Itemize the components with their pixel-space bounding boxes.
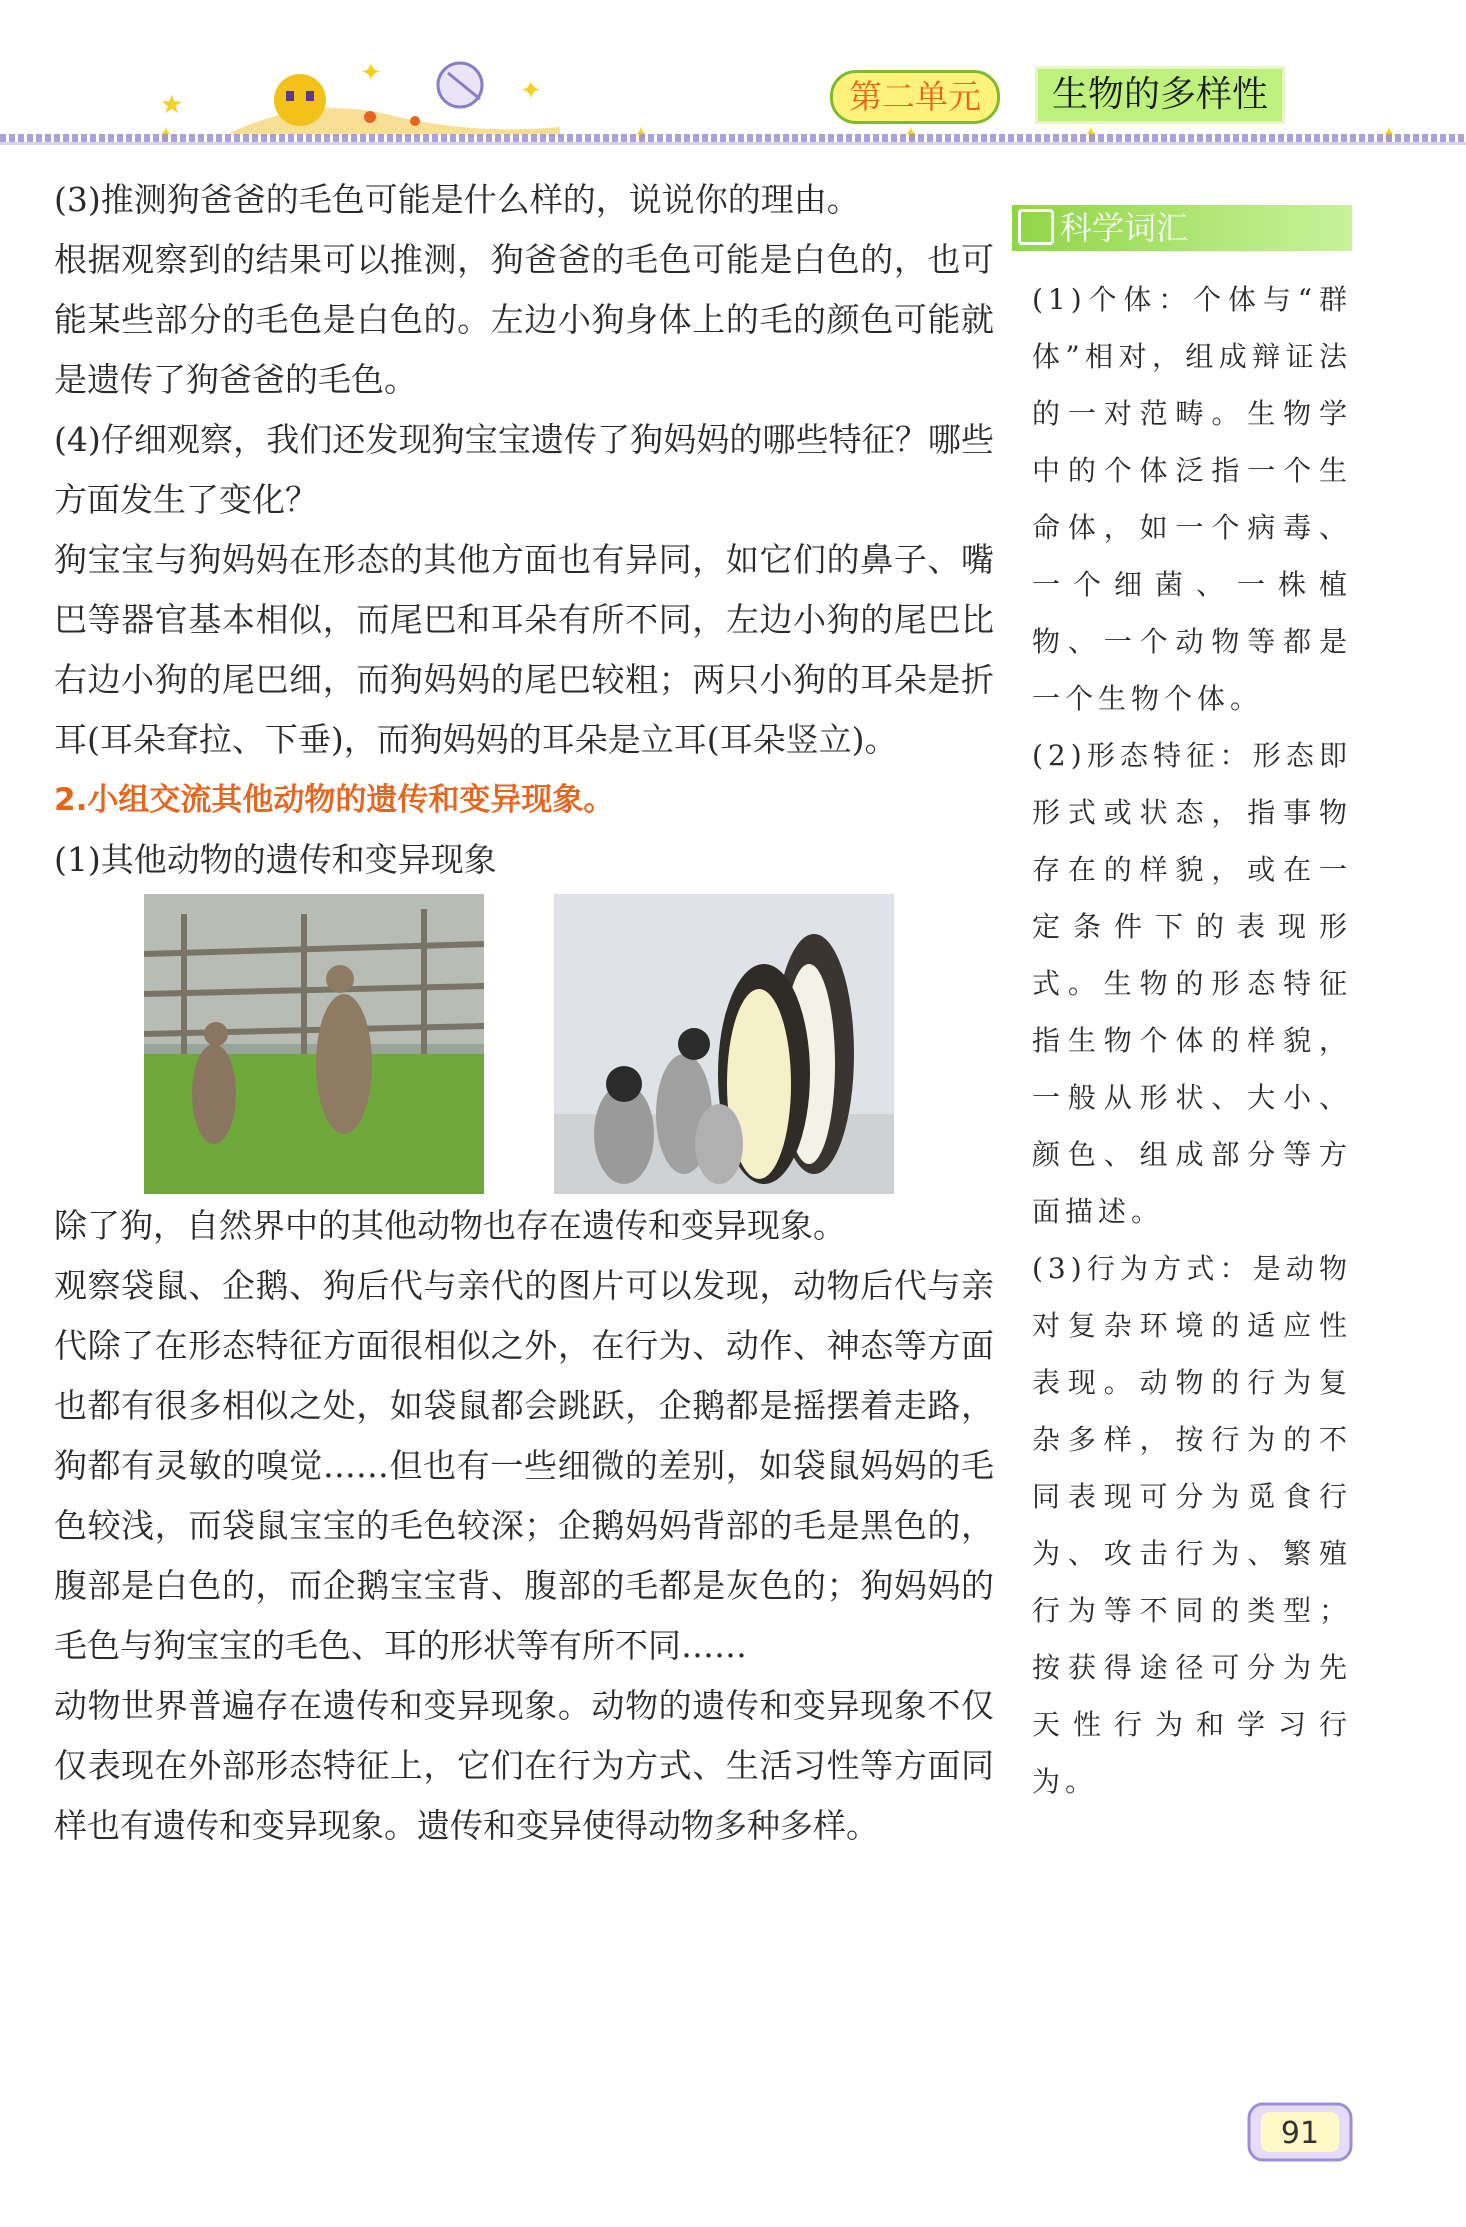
section-heading: 2.小组交流其他动物的遗传和变异现象。 <box>54 782 615 818</box>
chapter-title: 生物的多样性 <box>1035 66 1285 124</box>
star-icon: ✦ <box>520 76 542 106</box>
cartoon-decoration-icon <box>230 55 560 135</box>
vocabulary-sidebar <box>1012 205 1352 1810</box>
page-header <box>0 0 1466 150</box>
sidebar-body <box>1012 271 1352 1810</box>
question-4: (4)仔细观察，我们还发现狗宝宝遗传了狗妈妈的哪些特征？哪些方面发生了变化？ <box>54 420 994 519</box>
vocab-item: (3)行为方式：是动物对复杂环境的适应性表现。动物的行为复杂多样，按行为的不同表现可分为觅食行为、攻击行为、繁殖行为等不同的类型；按获得途径可分为先天性行为和学习行为。 <box>1032 1252 1352 1798</box>
paragraph: 除了狗，自然界中的其他动物也存在遗传和变异现象。 <box>54 1206 846 1245</box>
star-icon: ✦ <box>360 58 382 88</box>
vocab-item: (1)个体：个体与“群体”相对，组成辩证法的一对范畴。生物学中的个体泛指一个生命体，如一个病毒、一个细菌、一株植物、一个动物等都是一个生物个体。 <box>1032 283 1352 715</box>
header-divider <box>0 134 1466 142</box>
answer-3: 根据观察到的结果可以推测，狗爸爸的毛色可能是白色的，也可能某些部分的毛色是白色的。左边小狗身体上的毛的颜色可能就是遗传了狗爸爸的毛色。 <box>54 240 994 399</box>
photo-row <box>54 894 994 1194</box>
subsection-heading: (1)其他动物的遗传和变异现象 <box>54 840 497 879</box>
paragraph: 观察袋鼠、企鹅、狗后代与亲代的图片可以发现，动物后代与亲代除了在形态特征方面很相似之外，在行为、动作、神态等方面也都有很多相似之处，如袋鼠都会跳跃，企鹅都是摇摆着走路，狗都有灵敏的嗅觉……但也有一些细微的差别，如袋鼠妈妈的毛色较浅，而袋鼠宝宝的毛色较深；企鹅妈妈背部的毛是黑色的，腹部是白色的，而企鹅宝宝背、腹部的毛都是灰色的；狗妈妈的毛色与狗宝宝的毛色、耳的形状等有所不同…… <box>54 1266 994 1665</box>
star-icon: ★ <box>160 90 184 120</box>
question-3: (3)推测狗爸爸的毛色可能是什么样的，说说你的理由。 <box>54 180 860 219</box>
kangaroo-photo <box>144 894 484 1194</box>
vocab-item: (2)形态特征：形态即形式或状态，指事物存在的样貌，或在一定条件下的表现形式。生物的形态特征指生物个体的样貌，一般从形状、大小、颜色、组成部分等方面描述。 <box>1032 739 1352 1228</box>
page-number-badge <box>1245 2098 1355 2164</box>
sidebar-title: 科学词汇 <box>1060 209 1189 247</box>
penguin-photo <box>554 894 894 1194</box>
paragraph: 动物世界普遍存在遗传和变异现象。动物的遗传和变异现象不仅仅表现在外部形态特征上，它们在行为方式、生活习性等方面同样也有遗传和变异现象。遗传和变异使得动物多种多样。 <box>54 1686 994 1845</box>
header-divider <box>0 142 1466 145</box>
unit-label: 第二单元 <box>830 70 1000 124</box>
sidebar-heading <box>1012 205 1352 251</box>
main-content <box>54 170 994 1856</box>
pencil-icon <box>1018 209 1054 245</box>
answer-4: 狗宝宝与狗妈妈在形态的其他方面也有异同，如它们的鼻子、嘴巴等器官基本相似，而尾巴和耳朵有所不同，左边小狗的尾巴比右边小狗的尾巴细，而狗妈妈的尾巴较粗；两只小狗的耳朵是折耳(耳朵耷拉、下垂)，而狗妈妈的耳朵是立耳(耳朵竖立)。 <box>54 540 994 759</box>
page-number: 91 <box>1280 2116 1320 2151</box>
